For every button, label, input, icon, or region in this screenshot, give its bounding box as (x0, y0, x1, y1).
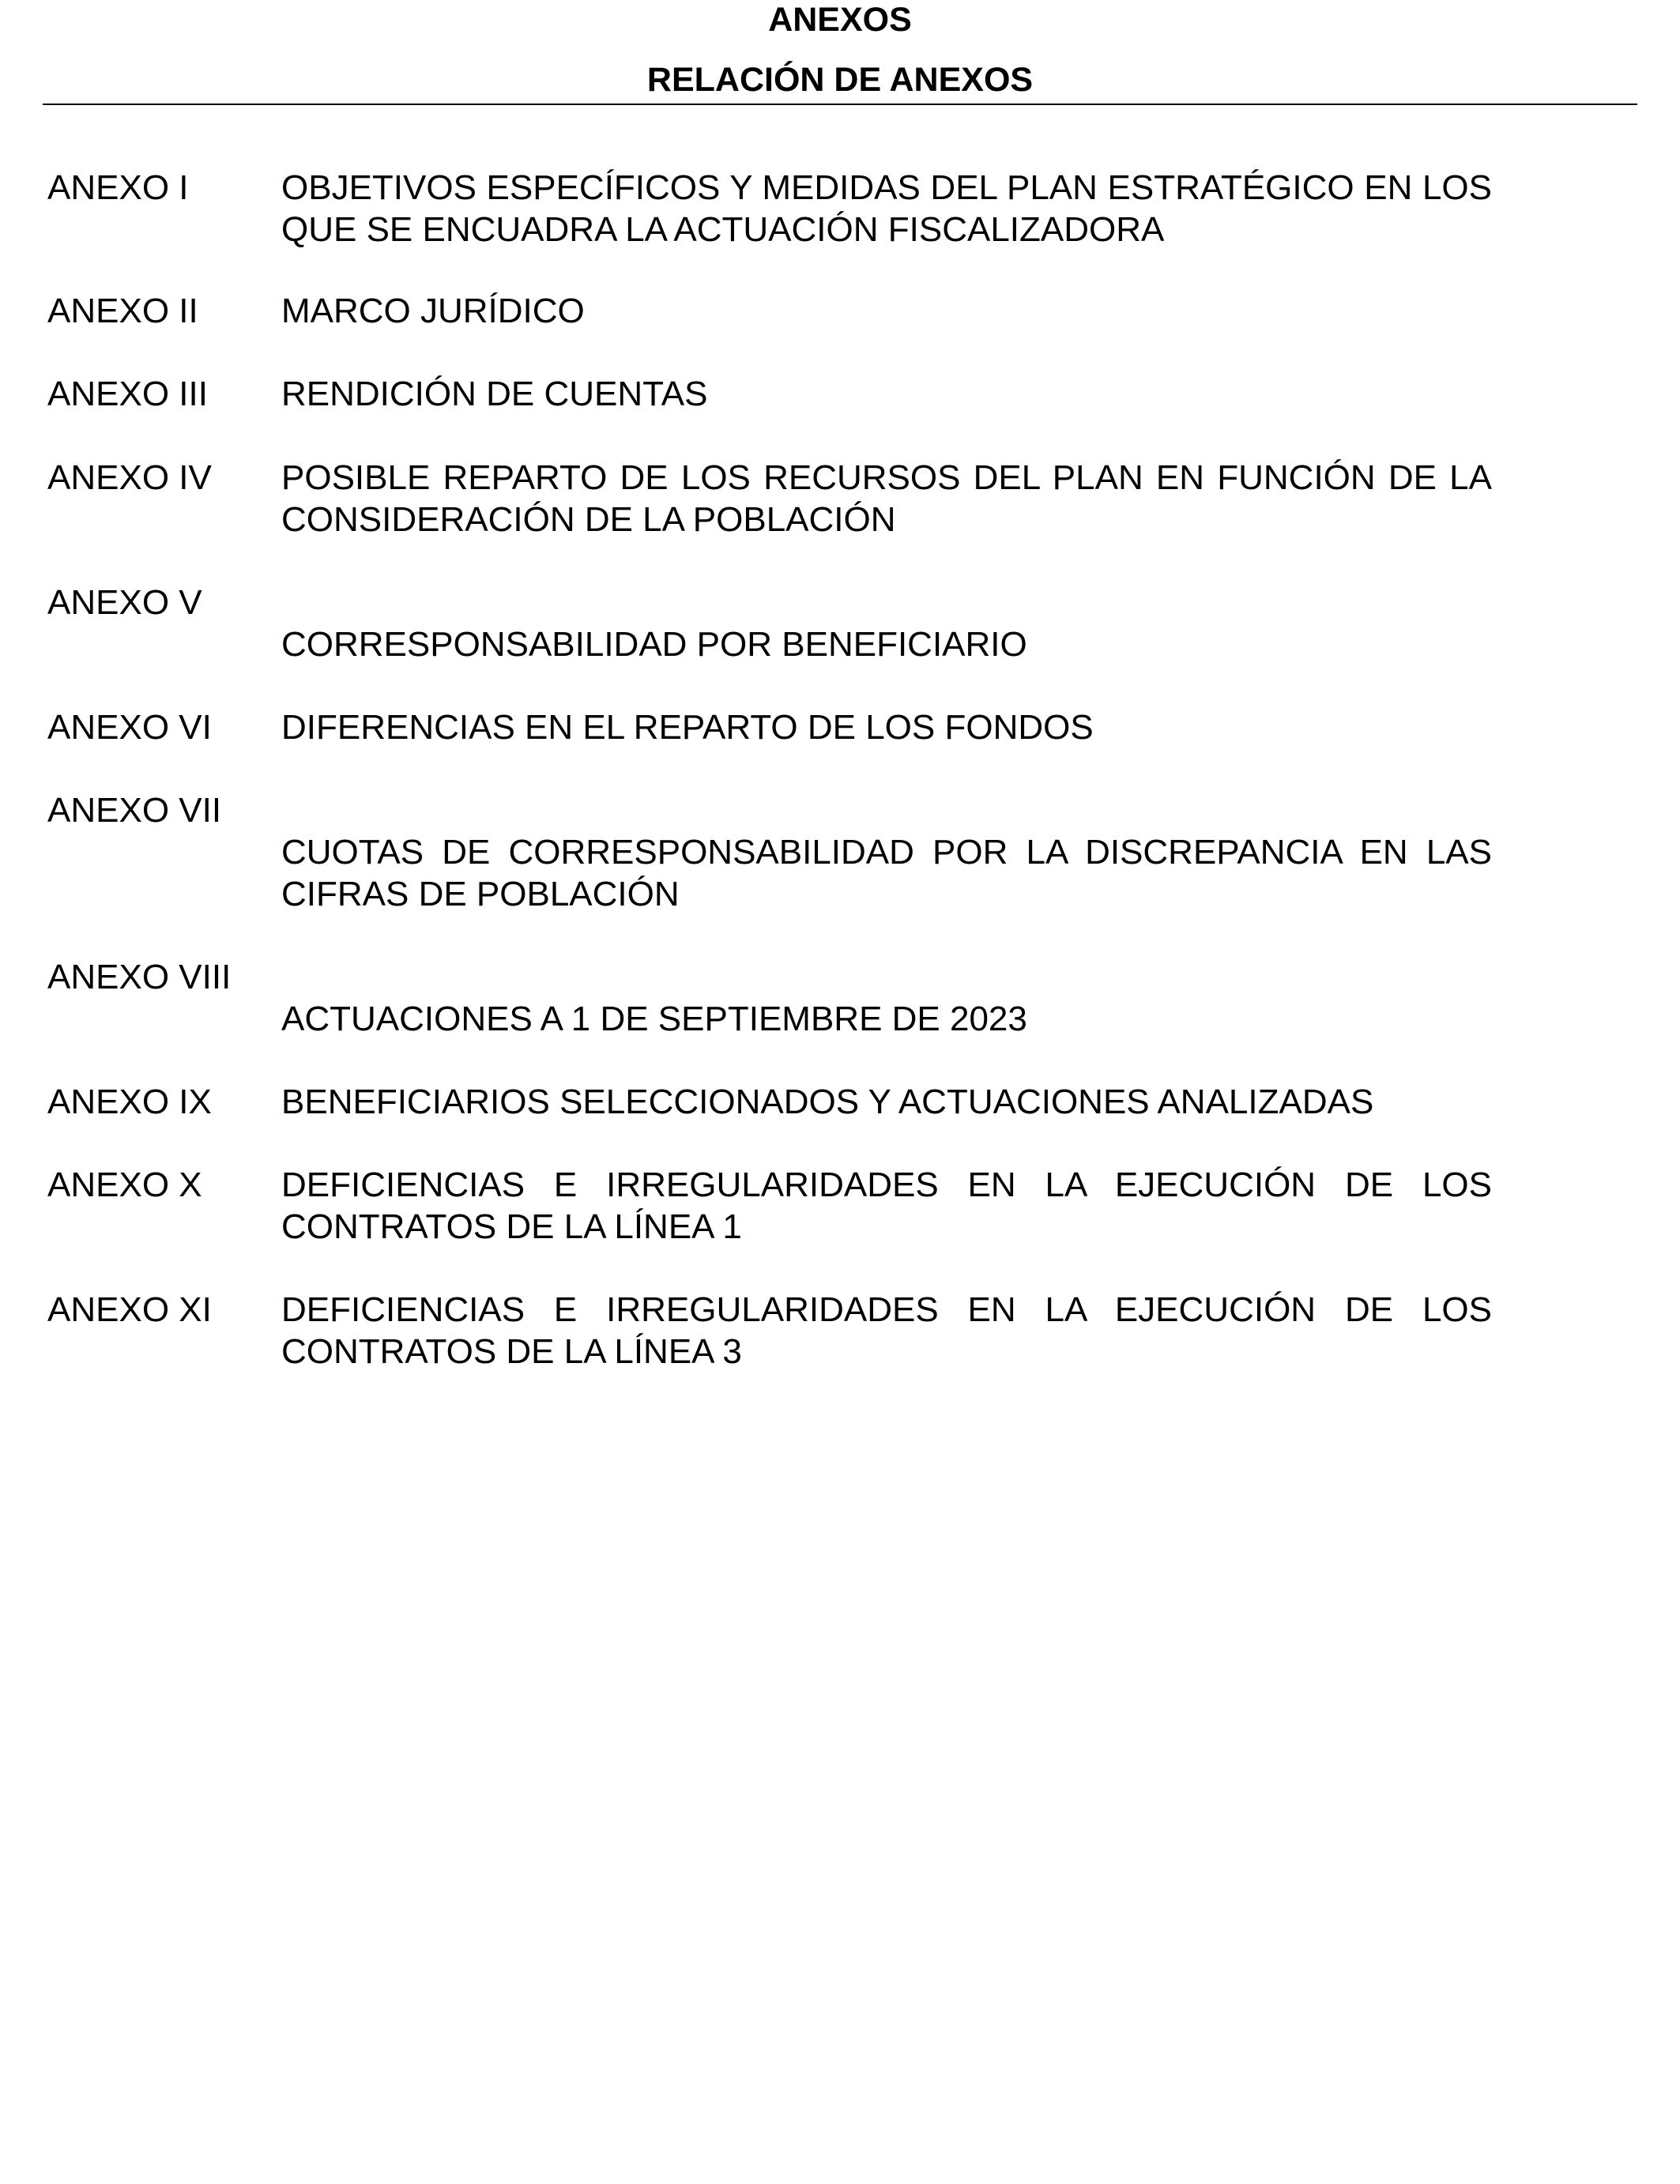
annex-label: ANEXO VIII (47, 958, 232, 996)
annex-description: POSIBLE REPARTO DE LOS RECURSOS DEL PLAN EN FUNCIÓN DE LA CONSIDERACIÓN DE LA POBLACIÓN (281, 458, 1492, 539)
annex-label: ANEXO III (47, 375, 208, 413)
annex-label: ANEXO IX (47, 1083, 212, 1121)
annex-description: CUOTAS DE CORRESPONSABILIDAD POR LA DISCREPANCIA EN LAS CIFRAS DE POBLACIÓN (281, 833, 1492, 913)
annex-description: MARCO JURÍDICO (281, 292, 585, 330)
annex-description: DEFICIENCIAS E IRREGULARIDADES EN LA EJECUCIÓN DE LOS CONTRATOS DE LA LÍNEA 3 (281, 1290, 1492, 1371)
annex-label: ANEXO I (47, 168, 189, 207)
annex-description: ACTUACIONES A 1 DE SEPTIEMBRE DE 2023 (281, 1000, 1027, 1038)
annex-description: DEFICIENCIAS E IRREGULARIDADES EN LA EJECUCIÓN DE LOS CONTRATOS DE LA LÍNEA 1 (281, 1165, 1492, 1246)
annex-description: CORRESPONSABILIDAD POR BENEFICIARIO (281, 625, 1027, 664)
annex-label: ANEXO VI (47, 708, 212, 747)
page-subtitle: RELACIÓN DE ANEXOS (646, 61, 1034, 99)
annex-label: ANEXO IV (47, 458, 212, 497)
annex-label: ANEXO VII (47, 791, 222, 830)
annex-description: DIFERENCIAS EN EL REPARTO DE LOS FONDOS (281, 708, 1094, 747)
annex-description: RENDICIÓN DE CUENTAS (281, 375, 708, 413)
annex-description: OBJETIVOS ESPECÍFICOS Y MEDIDAS DEL PLAN ESTRATÉGICO EN LOS QUE SE ENCUADRA LA ACTUACIÓN FISCALIZADORA (281, 168, 1492, 249)
annex-label: ANEXO XI (47, 1290, 212, 1329)
annex-label: ANEXO II (47, 292, 198, 330)
annex-description: BENEFICIARIOS SELECCIONADOS Y ACTUACIONES ANALIZADAS (281, 1083, 1374, 1121)
annex-label: ANEXO X (47, 1165, 202, 1204)
page-title: ANEXOS (768, 1, 912, 39)
annex-label: ANEXO V (47, 583, 202, 622)
heading-divider (43, 104, 1637, 105)
